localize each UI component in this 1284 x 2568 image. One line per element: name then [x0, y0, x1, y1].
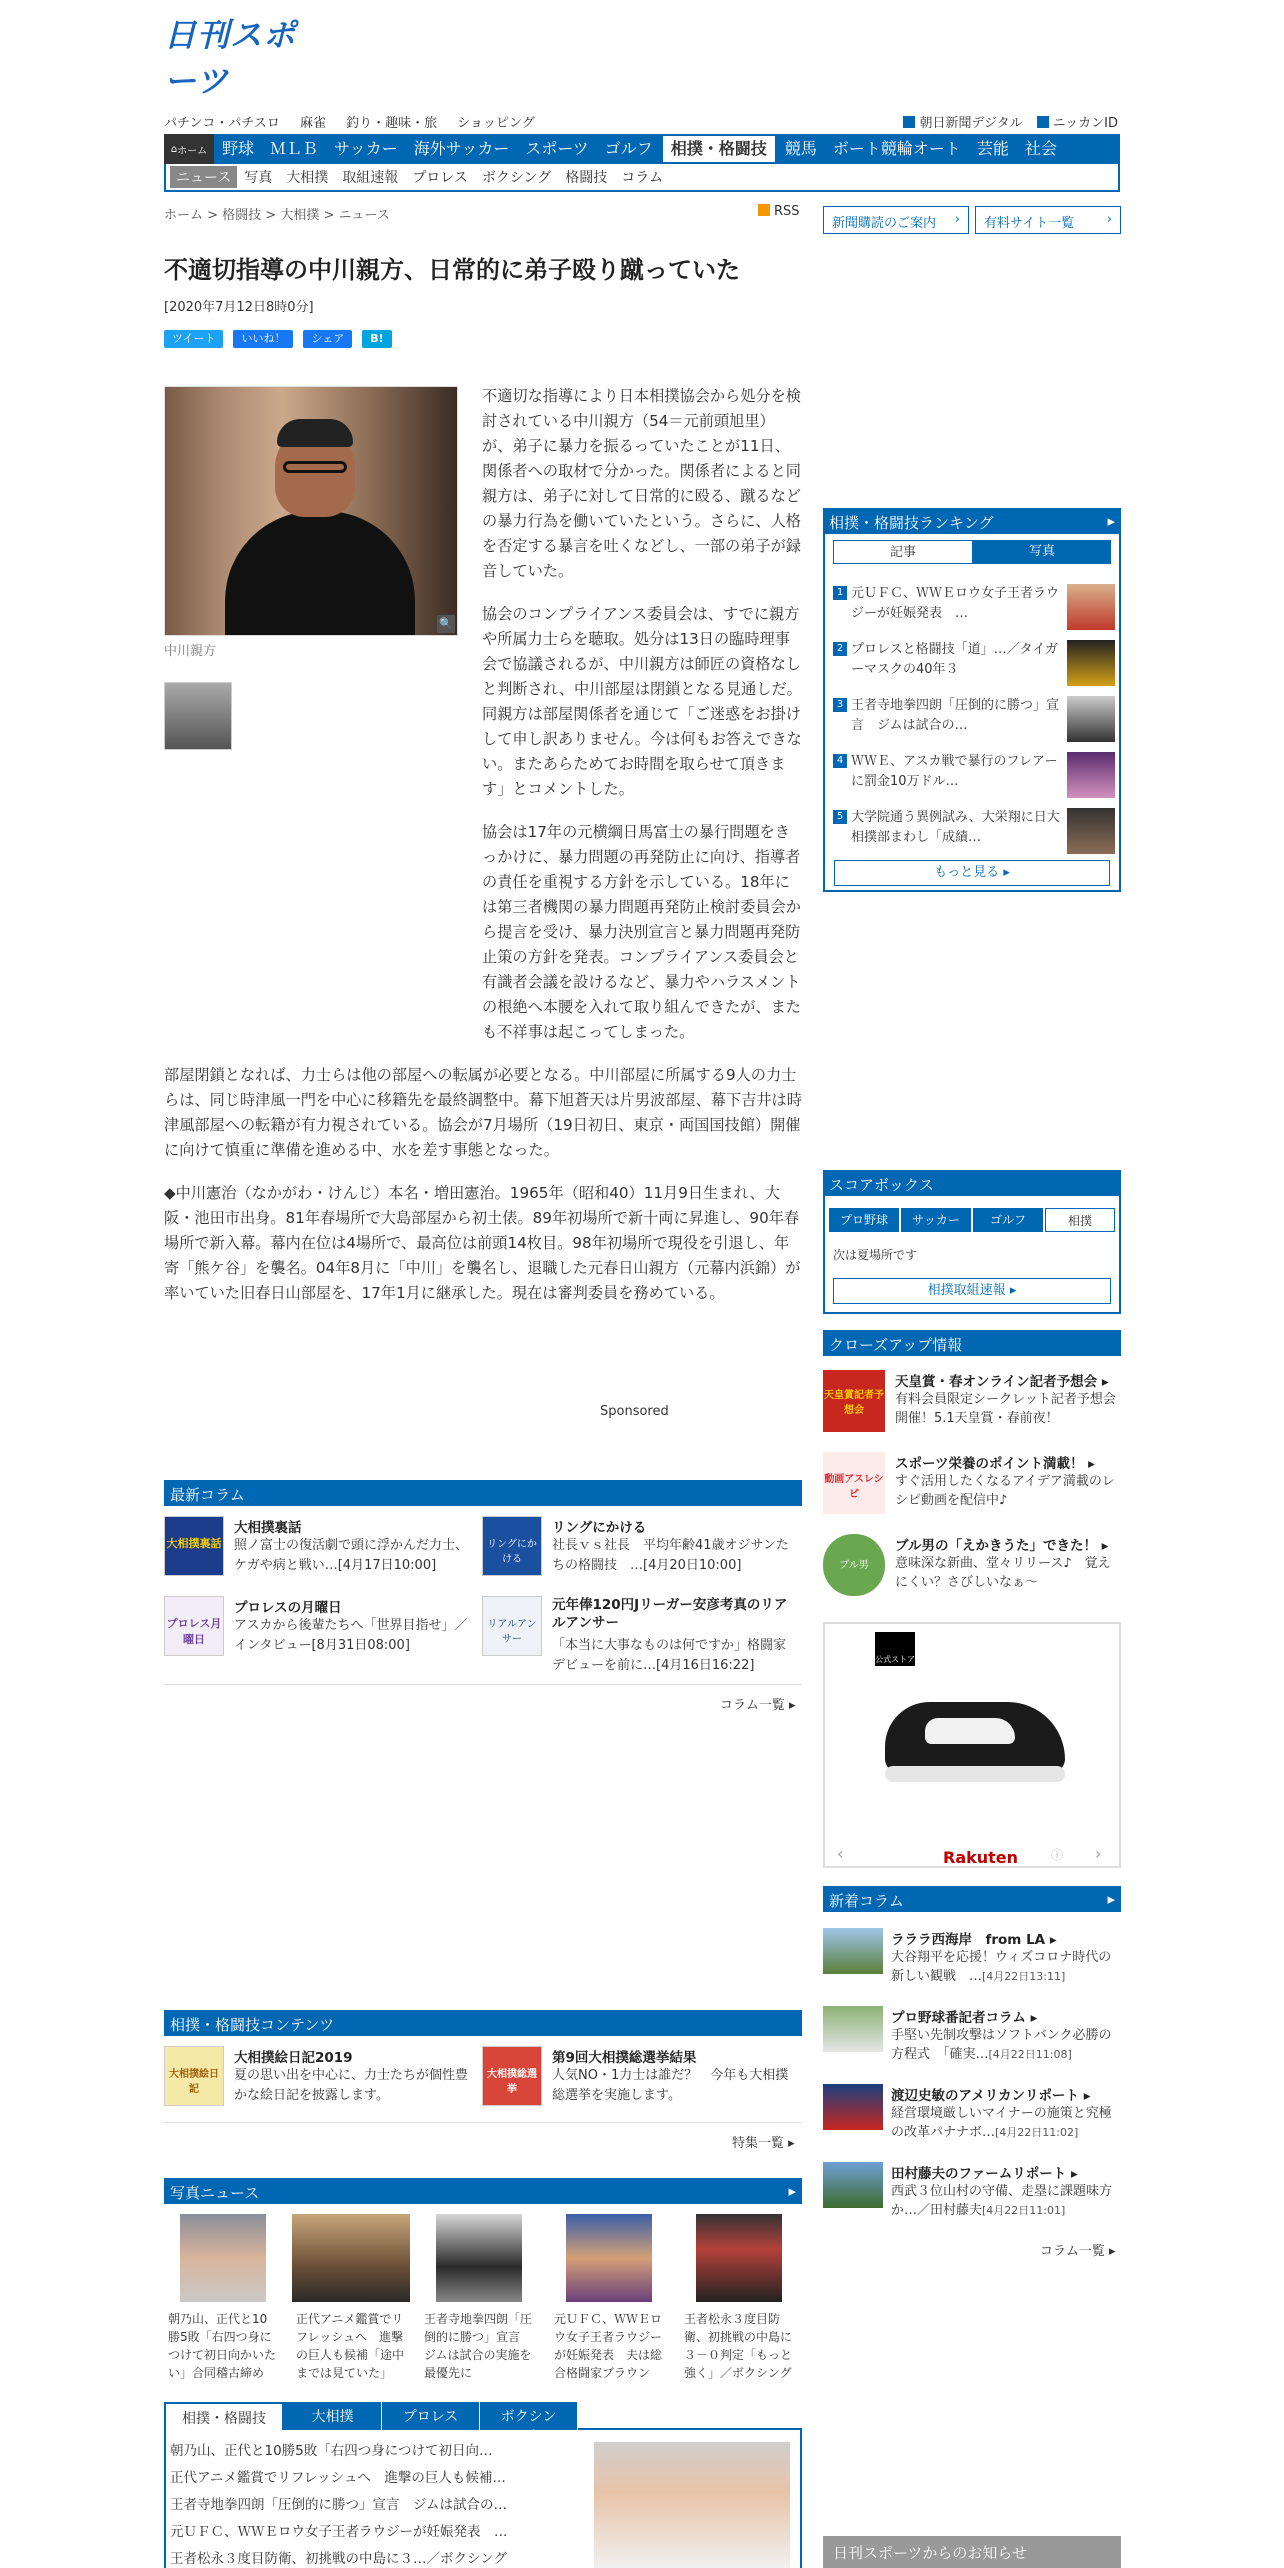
content-item[interactable] — [164, 2046, 476, 2110]
subnav-torikumi[interactable]: 取組速報 — [342, 170, 399, 186]
photo-news-title: 写真ニュース — [170, 2184, 260, 2202]
util-link-hobby[interactable]: 釣り・趣味・旅 — [346, 116, 438, 131]
nav-golf[interactable]: ゴルフ — [604, 139, 653, 158]
chevron-right-icon[interactable]: › — [1095, 1844, 1102, 1863]
subscription-button[interactable] — [823, 206, 969, 234]
nav-sports[interactable]: スポーツ — [525, 139, 589, 158]
column-item[interactable] — [482, 1596, 794, 1673]
article-title: 不適切指導の中川親方、日常的に弟子殴り蹴っていた — [164, 256, 740, 284]
photo-news-thumb — [696, 2214, 782, 2302]
photo-news-caption: 元ＵＦＣ、ＷＷＥロウ女子王者ラウジーが妊娠発表 夫は総合格闘家ブラウン — [554, 2312, 663, 2380]
scorebox-title: スコアボックス — [829, 1176, 934, 1194]
id-icon — [1037, 116, 1049, 128]
column-thumbnail: 大相撲裏話 — [164, 1516, 224, 1576]
new-column-title: 新着コラム — [829, 1892, 904, 1910]
closeup-title-text: ブル男の「えかきうた」できた！ — [895, 1538, 1097, 1554]
closeup-desc: 意味深な新曲、堂々リリース♪ 覚えにくい？さびしいなぁ～ — [895, 1556, 1111, 1590]
ranking-thumb — [1067, 640, 1115, 686]
content-title: 第9回大相撲総選挙結果 — [552, 2050, 697, 2066]
new-column-time: [4月22日11:08] — [988, 2048, 1072, 2061]
main-nav — [164, 134, 1120, 164]
nav-keiba[interactable]: 競馬 — [784, 139, 817, 158]
column-thumbnail: プロレス月曜日 — [164, 1596, 224, 1656]
feature-list-link[interactable] — [732, 2132, 795, 2151]
ranking-tabs — [833, 540, 1111, 564]
chevron-right-icon: ▸ — [1088, 1456, 1095, 1472]
sumo-torikumi-button[interactable] — [833, 1278, 1111, 1304]
photo-news-item[interactable] — [292, 2214, 410, 2382]
tab-article-link[interactable]: 王者松永３度目防衛、初挑戦の中島に３…／ボクシング — [170, 2551, 507, 2567]
photo-news-item[interactable] — [550, 2214, 668, 2382]
chevron-right-icon: ▸ — [1083, 2088, 1091, 2104]
photo-news-item[interactable] — [164, 2214, 282, 2382]
article-paragraph: 協会のコンプライアンス委員会は、すでに親方や所属力士らを聴取。処分は13日の臨時理事会で協議されるが、中川親方は師匠の資格なしと判断され、中川部屋は閉鎖となる見通しだ。同親方は部屋関係者を通じて「ご迷惑をお掛けして申し訳ありません。今は何もお答えできない。またあらためてお時間を取らせて頂きます」とコメントした。 — [482, 605, 802, 798]
rank-number: 3 — [833, 698, 847, 712]
photo-news-item[interactable] — [680, 2214, 798, 2382]
ranking-item-title: プロレスと格闘技「道」…／タイガーマスクの40年３ — [851, 642, 1058, 677]
content-thumbnail: 大相撲総選挙 — [482, 2046, 542, 2106]
asahi-label: 朝日新聞デジタル — [919, 116, 1023, 131]
ranking-item[interactable] — [833, 808, 1115, 858]
nav-geino[interactable]: 芸能 — [976, 139, 1009, 158]
ranking-more-label: もっと見る — [934, 865, 1000, 880]
new-column-header — [823, 1886, 1121, 1912]
column-desc: アスカから後輩たちへ「世界目指せ」／インタビュー[8月31日08:00] — [234, 1618, 468, 1653]
nav-society[interactable]: 社会 — [1024, 139, 1057, 158]
column-thumbnail: リングにかける — [482, 1516, 542, 1576]
content-item[interactable] — [482, 2046, 794, 2110]
sponsored-label: Sponsored — [600, 1404, 669, 1419]
chevron-right-icon: › — [954, 212, 960, 227]
tab-article-link[interactable]: 王者寺地拳四朗「圧倒的に勝つ」宣言 ジムは試合の… — [170, 2497, 507, 2513]
divider — [164, 2122, 802, 2123]
ranking-item-title: 王者寺地拳四朗「圧倒的に勝つ」宣言 ジムは試合の… — [851, 698, 1060, 733]
nav-mlb[interactable]: ＭＬＢ — [270, 139, 319, 158]
closeup-thumb: 天皇賞記者予想会 — [823, 1370, 885, 1432]
rss-label: RSS — [774, 204, 800, 219]
new-column-title-text: 渡辺史敏のアメリカンリポート — [891, 2088, 1080, 2104]
closeup-thumb: 動画アスレシピ — [823, 1452, 885, 1514]
closeup-item[interactable] — [823, 1370, 1121, 1436]
new-column-item[interactable] — [823, 2006, 1121, 2062]
new-column-list-label: コラム一覧 — [1040, 2244, 1105, 2259]
new-column-title-text: 田村藤夫のファームリポート — [891, 2166, 1067, 2182]
tab-article-link[interactable]: 正代アニメ鑑賞でリフレッシュへ 進撃の巨人も候補… — [170, 2470, 506, 2486]
ranking-title: 相撲・格闘技ランキング — [829, 514, 994, 532]
score-tab-golf[interactable]: ゴルフ — [973, 1208, 1043, 1232]
closeup-item[interactable] — [823, 1534, 1121, 1600]
closeup-item[interactable] — [823, 1452, 1121, 1518]
shoe-panel — [925, 1718, 1015, 1744]
photo-news-thumb — [292, 2214, 410, 2302]
nikkan-id-label: ニッカンID — [1052, 116, 1118, 131]
scorebox — [823, 1196, 1121, 1314]
ranking-item-title: ＷＷＥ、アスカ戦で暴行のフレアーに罰金10万ドル… — [851, 754, 1058, 789]
tab-article-list — [170, 2438, 508, 2568]
column-item[interactable] — [482, 1516, 794, 1580]
photo-news-caption: 正代アニメ鑑賞でリフレッシュへ 進撃の巨人も候補「途中までは見ていた」 — [296, 2312, 405, 2380]
share-bar — [164, 330, 392, 348]
chevron-right-icon: ▸ — [1009, 1283, 1017, 1298]
column-title: リングにかける — [552, 1520, 647, 1536]
content-thumbnail: 大相撲絵日記 — [164, 2046, 224, 2106]
ranking-thumb — [1067, 808, 1115, 854]
subnav-boxing[interactable]: ボクシング — [481, 170, 552, 186]
feature-list-label: 特集一覧 — [732, 2136, 785, 2151]
ranking-tab-photos[interactable]: 写真 — [973, 540, 1111, 564]
score-tab-baseball[interactable]: プロ野球 — [829, 1208, 899, 1232]
tab-ozumo[interactable]: 大相撲 — [284, 2402, 382, 2430]
rss-link[interactable] — [758, 204, 800, 219]
advertisement[interactable] — [823, 1622, 1121, 1868]
photo-news-caption: 朝乃山、正代と10勝5敗「右四つ身につけて初日向かいたい」合同稽古締め — [168, 2312, 277, 2380]
new-column-desc-text: 西武３位山村の守備、走塁に課題味方か…／田村藤夫 — [891, 2184, 1113, 2218]
util-link-shopping[interactable]: ショッピング — [457, 116, 535, 131]
subnav-photo[interactable]: 写真 — [244, 170, 273, 186]
column-item[interactable] — [164, 1516, 476, 1580]
closeup-title: クローズアップ情報 — [829, 1336, 963, 1354]
info-icon[interactable]: ⓘ — [1051, 1848, 1064, 1862]
nav-world-soccer[interactable]: 海外サッカー — [413, 139, 510, 158]
chevron-right-icon: ▸ — [788, 2182, 796, 2200]
new-column-thumb — [823, 2162, 883, 2208]
new-column-desc — [891, 2026, 1123, 2064]
subscription-label: 新聞購読のご案内 — [832, 216, 937, 231]
column-desc: 社長ｖｓ社長 平均年齢41歳オジサンたちの格闘技 …[4月20日10:00] — [552, 1538, 789, 1573]
content-title: 大相撲絵日記2019 — [234, 2050, 353, 2066]
rank-number: 5 — [833, 810, 847, 824]
site-logo[interactable]: 日刊スポーツ — [164, 16, 297, 100]
column-desc: 「本当に大事なものは何ですか」格闘家デビューを前に…[4月16日16:22] — [552, 1638, 787, 1673]
new-column-desc-text: 大谷翔平を応援！ウィズコロナ時代の新しい観戦 … — [891, 1950, 1112, 1984]
column-thumbnail: リアルアンサー — [482, 1596, 542, 1656]
new-column-desc — [891, 2182, 1123, 2220]
subnav-ozumo[interactable]: 大相撲 — [286, 170, 329, 186]
chevron-right-icon: ▸ — [1003, 865, 1010, 880]
util-link-mahjong[interactable]: 麻雀 — [299, 116, 326, 131]
ranking-thumb — [1067, 696, 1115, 742]
ranking-thumb — [1067, 752, 1115, 798]
ranking-tab-articles[interactable]: 記事 — [833, 540, 973, 564]
photo-news-caption: 王者寺地拳四朗「圧倒的に勝つ」宣言 ジムは試合の実施を最優先に — [424, 2312, 533, 2380]
subnav-news[interactable]: ニュース — [170, 166, 237, 188]
tab-article-link[interactable]: 朝乃山、正代と10勝5敗「右四つ身につけて初日向… — [170, 2443, 493, 2459]
new-column-title-text: ラララ西海岸 from LA — [891, 1932, 1046, 1948]
chevron-right-icon: ▸ — [1049, 1932, 1057, 1948]
closeup-title — [895, 1452, 1095, 1472]
ranking-more-button[interactable] — [834, 860, 1110, 886]
chevron-right-icon: ▸ — [1107, 1890, 1115, 1908]
rank-number: 4 — [833, 754, 847, 768]
photo-news-item[interactable] — [420, 2214, 538, 2382]
ranking-item[interactable] — [833, 752, 1115, 802]
notice-header: 日刊スポーツからのお知らせ — [823, 2536, 1121, 2568]
breadcrumb[interactable]: ホーム > 格闘技 > 大相撲 > ニュース — [164, 208, 390, 223]
new-column-desc-text: 手堅い先制攻撃はソフトバンク必勝の方程式 「確実… — [891, 2028, 1112, 2062]
chevron-right-icon: ▸ — [1107, 512, 1115, 530]
nav-home-label: ホーム — [177, 145, 208, 157]
chevron-right-icon: ▸ — [1030, 2010, 1038, 2026]
new-column-time: [4月22日13:11] — [982, 1970, 1066, 1983]
nav-soccer[interactable]: サッカー — [334, 139, 398, 158]
article-paragraph: 不適切な指導により日本相撲協会から処分を検討されている中川親方（54＝元前頭旭里）が、弟子に暴力を振るっていたことが11日、関係者への取材で分かった。関係者によると同親方は、弟子に対して日常的に殴る、蹴るなどの暴力行為を働いていたという。さらに、人格を否定する暴言を吐くなどし、一部の弟子が録音していた。 — [482, 387, 801, 580]
article-date: [2020年7月12日8時0分] — [164, 300, 314, 315]
shoe-image — [885, 1702, 1065, 1772]
divider — [164, 1684, 802, 1685]
photo-news-thumb — [436, 2214, 522, 2302]
new-column-title — [891, 1928, 1057, 1948]
ranking-item[interactable] — [833, 696, 1115, 746]
tab-prowrestling[interactable]: プロレス — [382, 2402, 480, 2430]
latest-column-header — [164, 1480, 802, 1506]
latest-column-title: 最新コラム — [170, 1486, 245, 1504]
tweet-button[interactable]: ツイート — [164, 330, 223, 348]
asahi-link[interactable] — [903, 112, 1022, 131]
chevron-right-icon: ▸ — [1101, 1538, 1109, 1554]
score-tab-soccer[interactable]: サッカー — [901, 1208, 971, 1232]
tab-article-link[interactable]: 元ＵＦＣ、ＷＷＥロウ女子王者ラウジーが妊娠発表 … — [170, 2524, 508, 2540]
nav-home[interactable] — [164, 134, 214, 164]
new-column-time: [4月22日11:02] — [995, 2126, 1079, 2139]
new-column-title — [891, 2084, 1091, 2104]
new-column-desc — [891, 2104, 1123, 2142]
subnav-kakutougi[interactable]: 格闘技 — [565, 170, 608, 186]
chevron-right-icon: ▸ — [1109, 2244, 1116, 2259]
column-title: 大相撲裏話 — [234, 1520, 302, 1536]
new-column-item[interactable] — [823, 2162, 1121, 2218]
photo-news-header — [164, 2178, 802, 2204]
column-title: プロレスの月曜日 — [234, 1600, 342, 1616]
ranking-box — [823, 534, 1121, 892]
new-column-title-text: プロ野球番記者コラム — [891, 2010, 1026, 2026]
paid-sites-button[interactable] — [975, 206, 1121, 234]
new-column-title — [891, 2162, 1078, 2182]
content-desc: 人気NO・1力士は誰だ？ 今年も大相撲総選挙を実施します。 — [552, 2068, 789, 2103]
column-title: 元年俸120円Jリーガー安彦考真のリアルアンサー — [552, 1597, 788, 1631]
tab-boxing[interactable]: ボクシング — [480, 2402, 578, 2430]
ranking-item-title: 大学院通う異例試み、大栄翔に日大相撲部まわし「成績… — [851, 810, 1060, 845]
chevron-right-icon: ▸ — [789, 1698, 796, 1713]
subnav-prowrestling[interactable]: プロレス — [412, 170, 468, 186]
new-column-thumb — [823, 2006, 883, 2052]
content-desc: 夏の思い出を中心に、力士たちが個性豊かな絵日記を披露します。 — [234, 2068, 469, 2103]
chevron-right-icon: › — [1106, 212, 1112, 227]
nav-baseball[interactable]: 野球 — [222, 139, 255, 158]
new-column-item[interactable] — [823, 2084, 1121, 2140]
ranking-header — [823, 508, 1121, 534]
sumo-contents-header — [164, 2010, 802, 2036]
column-list-label: コラム一覧 — [720, 1698, 785, 1713]
article-paragraph: ◆中川憲治（なかがわ・けんじ）本名・増田憲治。1965年（昭和40）11月9日生まれ、大阪・池田市出身。81年春場所で大島部屋から初土俵。89年初場所で新十両に昇進し、90年春場所で新入幕。幕内在位は4場所で、最高位は前頭14枚目。98年初場所で現役を引退し、年寄「熊ケ谷」を襲名。04年8月に「中川」を襲名し、退職した元春日山親方（元幕内浜錦）が率いていた旧春日山部屋を、17年1月に継承した。現在は審判委員を務めている。 — [164, 1184, 801, 1302]
hatena-bookmark-button[interactable]: B! — [362, 330, 391, 348]
subnav-column[interactable]: コラム — [621, 170, 664, 186]
chevron-right-icon: ▸ — [788, 2136, 795, 2151]
util-links — [164, 112, 551, 131]
closeup-title-text: 天皇賞・春オンライン記者予想会 — [895, 1374, 1098, 1390]
rank-number: 2 — [833, 642, 847, 656]
home-icon: ⌂ — [170, 143, 178, 155]
util-right — [903, 112, 1118, 131]
ranking-item-title: 元ＵＦＣ、ＷＷＥロウ女子王者ラウジーが妊娠発表 … — [851, 586, 1060, 621]
tab-panel-photo[interactable] — [594, 2442, 790, 2568]
new-column-desc — [891, 1948, 1123, 1986]
category-tabs — [164, 2402, 802, 2445]
column-item[interactable] — [164, 1596, 476, 1660]
column-list-link[interactable] — [720, 1694, 796, 1713]
column-desc: 照ノ富士の復活劇で頭に浮かんだ力士、ケガや病と戦い…[4月17日10:00] — [234, 1538, 469, 1573]
rakuten-logo: Rakuten — [943, 1848, 1019, 1867]
chevron-right-icon: ▸ — [1070, 2166, 1078, 2182]
like-button[interactable]: いいね！ — [233, 330, 293, 348]
chevron-left-icon[interactable]: ‹ — [837, 1844, 844, 1863]
ranking-item[interactable] — [833, 584, 1115, 634]
sumo-torikumi-label: 相撲取組速報 — [927, 1283, 1006, 1298]
nike-logo — [875, 1632, 915, 1666]
closeup-title — [895, 1534, 1108, 1554]
nikkan-id-link[interactable] — [1037, 112, 1118, 131]
nav-boat[interactable]: ボート競輪オート — [832, 139, 961, 158]
tab-sumo-fighting[interactable]: 相撲・格闘技 — [164, 2402, 284, 2430]
new-column-item[interactable] — [823, 1928, 1121, 1984]
new-column-desc-text: 経営環境厳しいマイナーの施策と究極の改革パナナボ… — [891, 2106, 1112, 2140]
photo-caption: 中川親方 — [164, 644, 217, 659]
photo-news-thumb — [180, 2214, 266, 2302]
closeup-thumb: ブル男 — [823, 1534, 885, 1596]
article-paragraph: 協会は17年の元横綱日馬富士の暴行問題をきっかけに、暴力問題の再発防止に向け、指導者の責任を重視する方針を示している。18年には第三者機関の暴力問題再発防止検討委員会から提言を受け、暴力決別宣言と暴力問題再発防止策の方針を発表。コンプライアンス委員会と有識者会議を設けるなど、暴力やハラスメントの根絶へ本腰を入れて取り組んできたが、またも不祥事は起こってしまった。 — [482, 823, 801, 1041]
article-paragraph: 部屋閉鎖となれば、力士らは他の部屋への転属が必要となる。中川部屋に所属する9人の力士らは、同じ時津風一門を中心に移籍先を最終調整中。幕下旭蒼天は片男波部屋、幕下吉井は時津風部屋への転籍が有力視されている。協会が7月場所（19日初日、東京・両国国技館）開催に向けて慎重に準備を進める中、水を差す事態となった。 — [164, 1066, 802, 1159]
new-column-thumb — [823, 1928, 883, 1974]
sumo-contents-title: 相撲・格闘技コンテンツ — [170, 2016, 335, 2034]
scorebox-note: 次は夏場所です — [833, 1248, 918, 1262]
closeup-title-text: スポーツ栄養のポイント満載！ — [895, 1456, 1084, 1472]
paid-sites-label: 有料サイト一覧 — [984, 216, 1075, 231]
ranking-thumb — [1067, 584, 1115, 630]
photo-news-caption: 王者松永３度目防衛、初挑戦の中島に３－０判定「もっと強く」／ボクシング — [684, 2312, 793, 2380]
ad-store-label: 公式ストア — [875, 1655, 915, 1664]
chevron-right-icon: ▸ — [1101, 1374, 1109, 1390]
rank-number: 1 — [833, 586, 847, 600]
zoom-icon[interactable]: 🔍 — [437, 615, 455, 633]
closeup-desc: 有料会員限定シークレット記者予想会開催！5.1天皇賞・春前夜！ — [895, 1392, 1116, 1426]
new-column-title — [891, 2006, 1037, 2026]
ranking-item[interactable] — [833, 640, 1115, 690]
new-column-thumb — [823, 2084, 883, 2130]
asahi-icon — [903, 116, 915, 128]
nav-sumo-fighting[interactable]: 相撲・格闘技 — [663, 136, 775, 162]
new-column-list-link[interactable] — [1040, 2240, 1116, 2259]
closeup-title — [895, 1370, 1109, 1390]
rss-icon — [758, 204, 770, 216]
shoe-sole — [885, 1766, 1065, 1782]
new-column-time: [4月22日11:01] — [982, 2204, 1066, 2217]
closeup-desc: すぐ活用したくなるアイデア満載のレシピ動画を配信中♪ — [895, 1474, 1115, 1508]
util-link-pachinko[interactable]: パチンコ・パチスロ — [164, 116, 280, 131]
closeup-header — [823, 1330, 1121, 1356]
score-tab-sumo[interactable]: 相撲 — [1045, 1208, 1115, 1232]
sub-nav — [164, 164, 1120, 192]
photo-news-thumb — [566, 2214, 652, 2302]
scorebox-header — [823, 1170, 1121, 1196]
article-body — [164, 384, 804, 1324]
share-button[interactable]: シェア — [303, 330, 352, 348]
